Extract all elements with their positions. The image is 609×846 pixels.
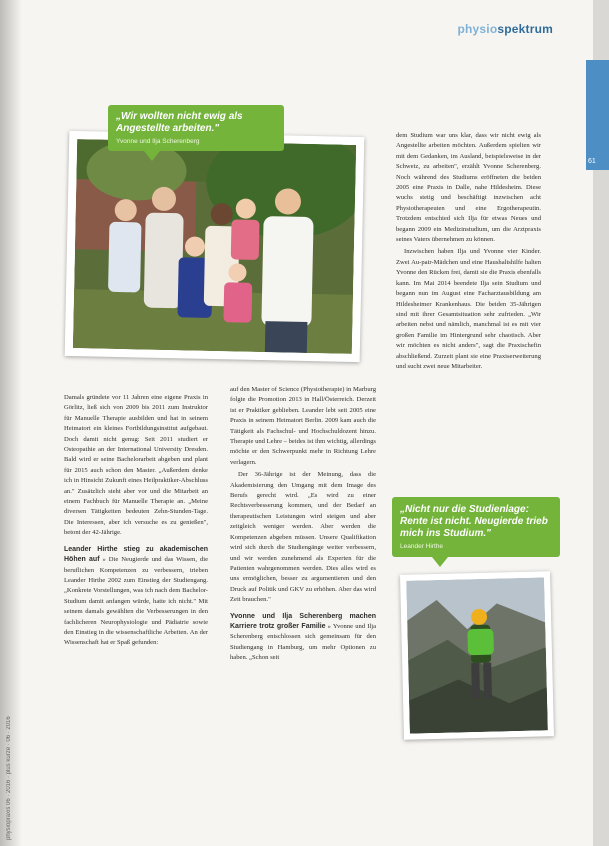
mountain-photo-image [406, 577, 548, 733]
paragraph: Der 36-Jährige ist der Meinung, dass die Akademisierung den Umgang mit dem Image des Berufs gerecht wird. „Es wird zu einer Rechtsverbesserung kommen, und der Bedarf an therapeutischen Leistungen wird steigen und aber zeitgleich weniger werden. Aber werden die Kompetenzen abgeben müssen. Unsere Qualifikation wird sich durch die Studiengänge weiter verbessern, und wir werden zunehmend als Experten für die Patienten wahrgenommen werden. Dies alles wird es uns ermöglichen, besser zu argumentieren und den Druck auf Politik und GKV zu erhöhen. Aber das wird Zeit brauchen." [230, 471, 376, 604]
brand-part-spektrum: spektrum [497, 22, 553, 36]
pull-quote-tail [144, 151, 160, 161]
mountain-photo [400, 571, 554, 740]
pull-quote-author: Leander Hirthe [400, 543, 443, 550]
article-column-left: Damals gründete vor 11 Jahren eine eigene Praxis in Görlitz, ließ sich von 2009 bis 2011 zum Instruktor für Manuelle Therapie ausbilden und hat in seinem Heimatort ein kleines Fortbildungsinstitut aufgebaut. Doch damit nicht genug: Seit 2011 studiert er Osteopathie an der International University Dresden. Bald wird er seine Bachelorarbeit abgeben und plant für 2015 auch schon den Master. „Außerdem denke ich in Hinsicht Zukunft eines Heilpraktiker-Abschluss an." Zusätzlich steht aber vor und die Mitarbeit an einem Fachbuch für Manuelle Therapie an. „Meine diversen Tätigkeiten bedeuten Zehn-Stunden-Tage. Die Interessen, aber ich versuche es zu genießen", betont der 42-Jährige. Leander Hirthe stieg zu akademischen Höhen auf » Die Neugierde und das Wissen, die beruflichen Kompetenzen zu verbessern, trieben Leander Hirthe 2002 zum Einstieg der Studiengang. „Konkrete Vorstellungen, was ich nach dem Bachelor-Studium damit anfangen würde, hatte ich nicht." Mit seinem damals gewählten die Verbesserungen in den fachlicheren Neurophysiologie und Pädiatrie sowie den Einstieg in die wissenschaftliche Arbeiten. An der Wissenschaft hat er Spaß gefunden: [64, 394, 208, 647]
family-photo-image [73, 139, 356, 354]
subheading: Leander Hirthe stieg zu akademischen Höhen auf [64, 545, 208, 564]
header-brand [458, 22, 554, 36]
pull-quote-hirthe [392, 497, 560, 557]
page-edge-tab [586, 60, 609, 170]
side-caption: physiopraxis 06 · 2016 · plus kurze · 06 · 2016 [6, 716, 12, 840]
pull-quote-scherenberg [108, 105, 284, 151]
paragraph: dem Studium war uns klar, dass wir nicht ewig als Angestellte arbeiten möchten. Außerdem spielten wir mit dem Gedanken, im Ausland, beispielsweise in der Schweiz, zu arbeiten", erzählt Yvonne Scherenberg. Noch während des Studiums eröffneten die beiden 2005 eine Praxis in Dalle, nahe Hildesheim. Diese wuchs stetig und beschäftigt inzwischen acht Physiotherapeuten und eine Ergotherapeutin. Trotzdem entschied sich Ilja für etwas Neues und begann 2009 ein Medizinstudium, um die Arztpraxis seines Vaters übernehmen zu können. [396, 132, 541, 244]
brand-part-physio: physio [457, 22, 498, 36]
pull-quote-author: Yvonne und Ilja Scherenberg [116, 138, 200, 145]
paragraph: auf den Master of Science (Physiotherapie) in Marburg folgte die Promotion 2013 in Hall/Österreich. Derzeit ist er Praktiker geblieben. Leander lebt seit 2005 eine Praxis in seinem Heimatort Berlin. 2009 kam auch die Tätigkeit als Fachschul- und Hochschuldozent hinzu. Therapie und Lehre – beides ist ihm wichtig, allerdings möchte er den Schwerpunkt mehr in Richtung Lehre verlagern. [230, 386, 376, 466]
article-column-right [396, 131, 541, 374]
paragraph: Inzwischen haben Ilja und Yvonne vier Kinder. Zwei Au-pair-Mädchen und eine Haushaltshilfe halten Yvonne den Rücken frei, damit sie die Praxis ebenfalls kann. Im Mai 2014 beendete Ilja sein Studium und begann nun im August eine Facharztausbildung am Hildesheimer Krankenhaus. Die beiden 35-Jährigen sind mit ihrer Gesamtsituation sehr zufrieden. „Wir arbeiten nebst und nämlich, manchmal ist es mit vier großen Familie im Hintergrund sehr chaotisch. Aber wir möchten es nicht anders", sagt die Praxischefin abschließend. Zurzeit plant sie eine Praxiserweiterung und sucht zwei neue Mitarbeiter. [396, 248, 541, 370]
page-number: 61 [588, 158, 596, 165]
family-photo [65, 131, 365, 362]
subheading: Yvonne und Ilja Scherenberg machen Karriere trotz großer Familie [230, 612, 376, 630]
pull-quote-tail [432, 557, 448, 567]
pull-quote-text: „Nicht nur die Studienlage: Rente ist nicht. Neugierde trieb mich ins Studium." [400, 504, 548, 539]
paragraph: Die Neugierde und das Wissen, die beruflichen Kompetenzen zu verbessern, trieben Leander Hirthe 2002 zum Einstieg der Studiengang. „Konkrete Vorstellungen, was ich nach dem Bachelor-Studium damit anfangen würde, hatte ich nicht." Mit seinem damals gewählten die Verbesserungen in den fachlicheren Neurophysiologie und Pädiatrie sowie den Einstieg in die wissenschaftliche Arbeiten. An der Wissenschaft hat er Spaß gefunden: [64, 556, 208, 647]
paragraph: Damals gründete vor 11 Jahren eine eigene Praxis in Görlitz, ließ sich von 2009 bis 2011 zum Instruktor für Manuelle Therapie ausbilden und hat in seinem Heimatort ein kleines Fortbildungsinstitut aufgebaut. Doch damit nicht genug: Seit 2011 studiert er Osteopathie an der International University Dresden. Bald wird er seine Bachelorarbeit abgeben und plant für 2015 auch schon den Master. „Außerdem denke ich in Hinsicht Zukunft eines Heilpraktiker-Abschluss an." Zusätzlich steht aber vor und die Mitarbeit an einem Fachbuch für Manuelle Therapie an. „Meine diversen Tätigkeiten bedeuten Zehn-Stunden-Tage. Die Interessen, aber ich versuche es zu genießen", betont der 42-Jährige. [64, 394, 208, 537]
pull-quote-text: „Wir wollten nicht ewig als Angestellte arbeiten." [116, 111, 243, 134]
paragraph: Yvonne und Ilja Scherenberg entschlossen sich gemeinsam für den Studiengang in Hamburg, um mehr Optionen zu haben. „Schon seit [230, 622, 376, 662]
article-column-middle: auf den Master of Science (Physiotherapie) in Marburg folgte die Promotion 2013 in Hall/Österreich. Derzeit ist er Praktiker geblieben. Leander lebt seit 2005 eine Praxis in seinem Heimatort Berlin. 2009 kam auch die Tätigkeit als Fachschul- und Hochschuldozent hinzu. Therapie und Lehre – beides ist ihm wichtig, allerdings möchte er den Schwerpunkt mehr in Richtung Lehre verlagern. Der 36-Jährige ist der Meinung, dass die Akademisierung den Umgang mit dem Image des Berufs gerecht wird. „Es wird zu einer Rechtsverbesserung kommen, und der Bedarf an therapeutischen Leistungen wird steigen und aber zeitgleich weniger werden. Aber werden die Kompetenzen abgeben müssen. Unsere Qualifikation wird sich durch die Studiengänge weiter verbessern, und wir werden zunehmend als Experten für die Patienten wahrgenommen werden. Dies alles wird es uns ermöglichen, besser zu argumentieren und den Druck auf Politik und GKV zu erhöhen. Aber das wird Zeit brauchen." Yvonne und Ilja Scherenberg machen Karriere trotz großer Familie » Yvonne und Ilja Scherenberg entschlossen sich gemeinsam für den Studiengang in Hamburg, um mehr Optionen zu haben. „Schon seit [230, 386, 376, 662]
